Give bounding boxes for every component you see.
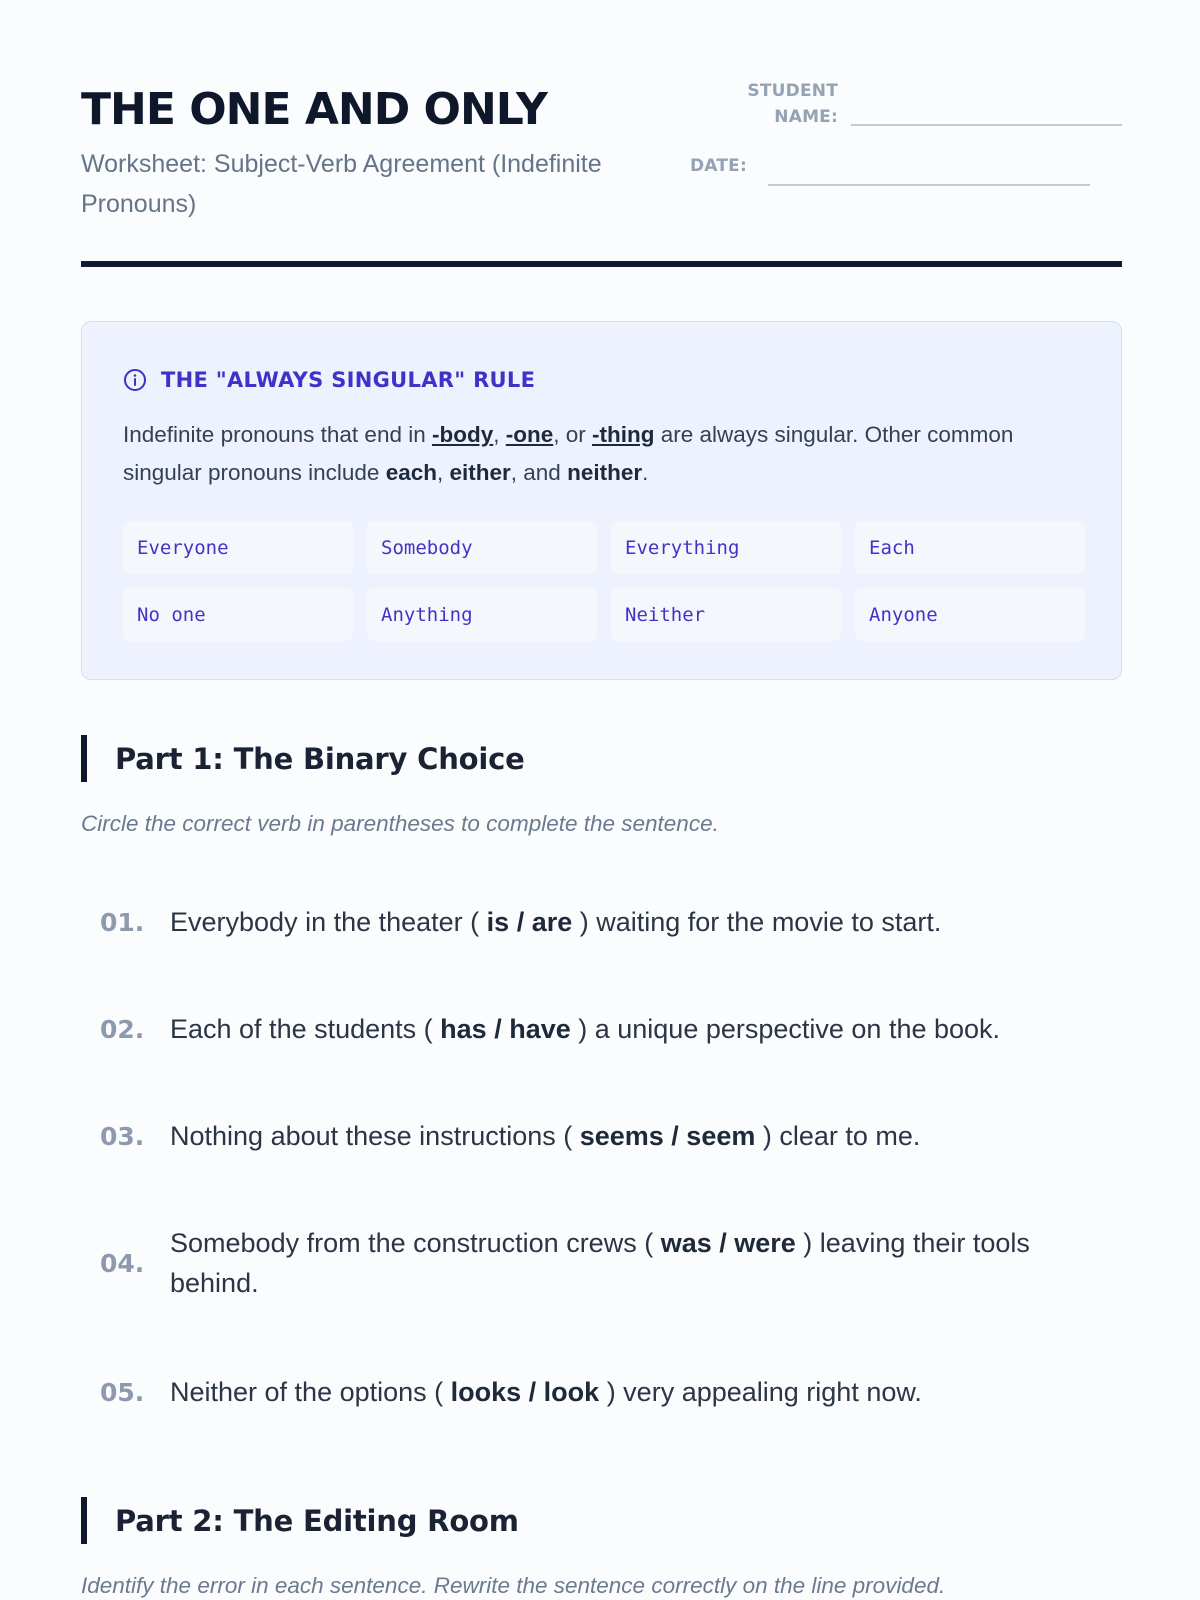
pronoun-grid xyxy=(123,521,1085,641)
student-name-field[interactable] xyxy=(851,124,1122,126)
verb-choice[interactable]: is / are xyxy=(486,907,573,937)
part1-heading xyxy=(81,735,525,782)
info-circle-icon xyxy=(123,368,147,392)
callout-title: THE "ALWAYS SINGULAR" RULE xyxy=(161,368,536,392)
question-number: 01. xyxy=(100,907,145,937)
question-text: Somebody from the construction crews ( was / were ) leaving their tools behind. xyxy=(170,1228,1030,1298)
worksheet-subtitle: Worksheet: Subject-Verb Agreement (Indefinite Pronouns) xyxy=(81,150,602,218)
question-text: Each of the students ( has / have ) a unique perspective on the book. xyxy=(170,1014,1001,1044)
page-title: THE ONE AND ONLY xyxy=(81,84,547,135)
student-name-label: STUDENT NAME: xyxy=(747,81,838,127)
suffix-body: -body xyxy=(431,422,494,447)
rule-callout xyxy=(81,321,1122,680)
part1-title: Part 1: The Binary Choice xyxy=(115,741,525,776)
date-label: DATE: xyxy=(690,156,747,176)
pronoun-chip: Anyone xyxy=(855,588,1085,641)
suffix-one: -one xyxy=(505,422,554,447)
callout-header xyxy=(123,366,535,394)
pronoun-chip: Everything xyxy=(611,521,841,574)
part2-title: Part 2: The Editing Room xyxy=(115,1503,519,1538)
section-accent-bar xyxy=(81,735,87,782)
question-number: 03. xyxy=(100,1121,145,1151)
pronoun-chip: Anything xyxy=(367,588,597,641)
question-number: 04. xyxy=(100,1248,145,1278)
pronoun-chip: Each xyxy=(855,521,1085,574)
date-field[interactable] xyxy=(768,184,1090,186)
part1-instruction: Circle the correct verb in parentheses to complete the sentence. xyxy=(81,811,719,836)
question-item xyxy=(100,1372,1100,1412)
worksheet-header xyxy=(81,84,1122,218)
section-accent-bar xyxy=(81,1497,87,1544)
question-item xyxy=(100,1223,1105,1303)
verb-choice[interactable]: has / have xyxy=(440,1014,571,1044)
verb-choice[interactable]: seems / seem xyxy=(579,1121,756,1151)
question-number: 05. xyxy=(100,1377,145,1407)
question-item xyxy=(100,1009,1100,1049)
question-text: Neither of the options ( looks / look ) very appealing right now. xyxy=(170,1377,922,1407)
question-item xyxy=(100,1116,1100,1156)
part2-instruction: Identify the error in each sentence. Rewrite the sentence correctly on the line provided. xyxy=(81,1573,946,1598)
question-text: Nothing about these instructions ( seems / seem ) clear to me. xyxy=(170,1121,921,1151)
pronoun-chip: Somebody xyxy=(367,521,597,574)
pronoun-chip: Everyone xyxy=(123,521,353,574)
question-text: Everybody in the theater ( is / are ) waiting for the movie to start. xyxy=(170,907,942,937)
verb-choice[interactable]: looks / look xyxy=(450,1377,600,1407)
question-item xyxy=(100,902,1100,942)
callout-body: Indefinite pronouns that end in -body, -one, or -thing are always singular. Other common singular pronouns include each, either, and neither. xyxy=(123,422,1014,485)
part2-heading xyxy=(81,1497,519,1544)
suffix-thing: -thing xyxy=(592,422,655,447)
pronoun-chip: No one xyxy=(123,588,353,641)
header-divider xyxy=(81,261,1122,267)
pronoun-chip: Neither xyxy=(611,588,841,641)
verb-choice[interactable]: was / were xyxy=(660,1228,796,1258)
question-number: 02. xyxy=(100,1014,145,1044)
